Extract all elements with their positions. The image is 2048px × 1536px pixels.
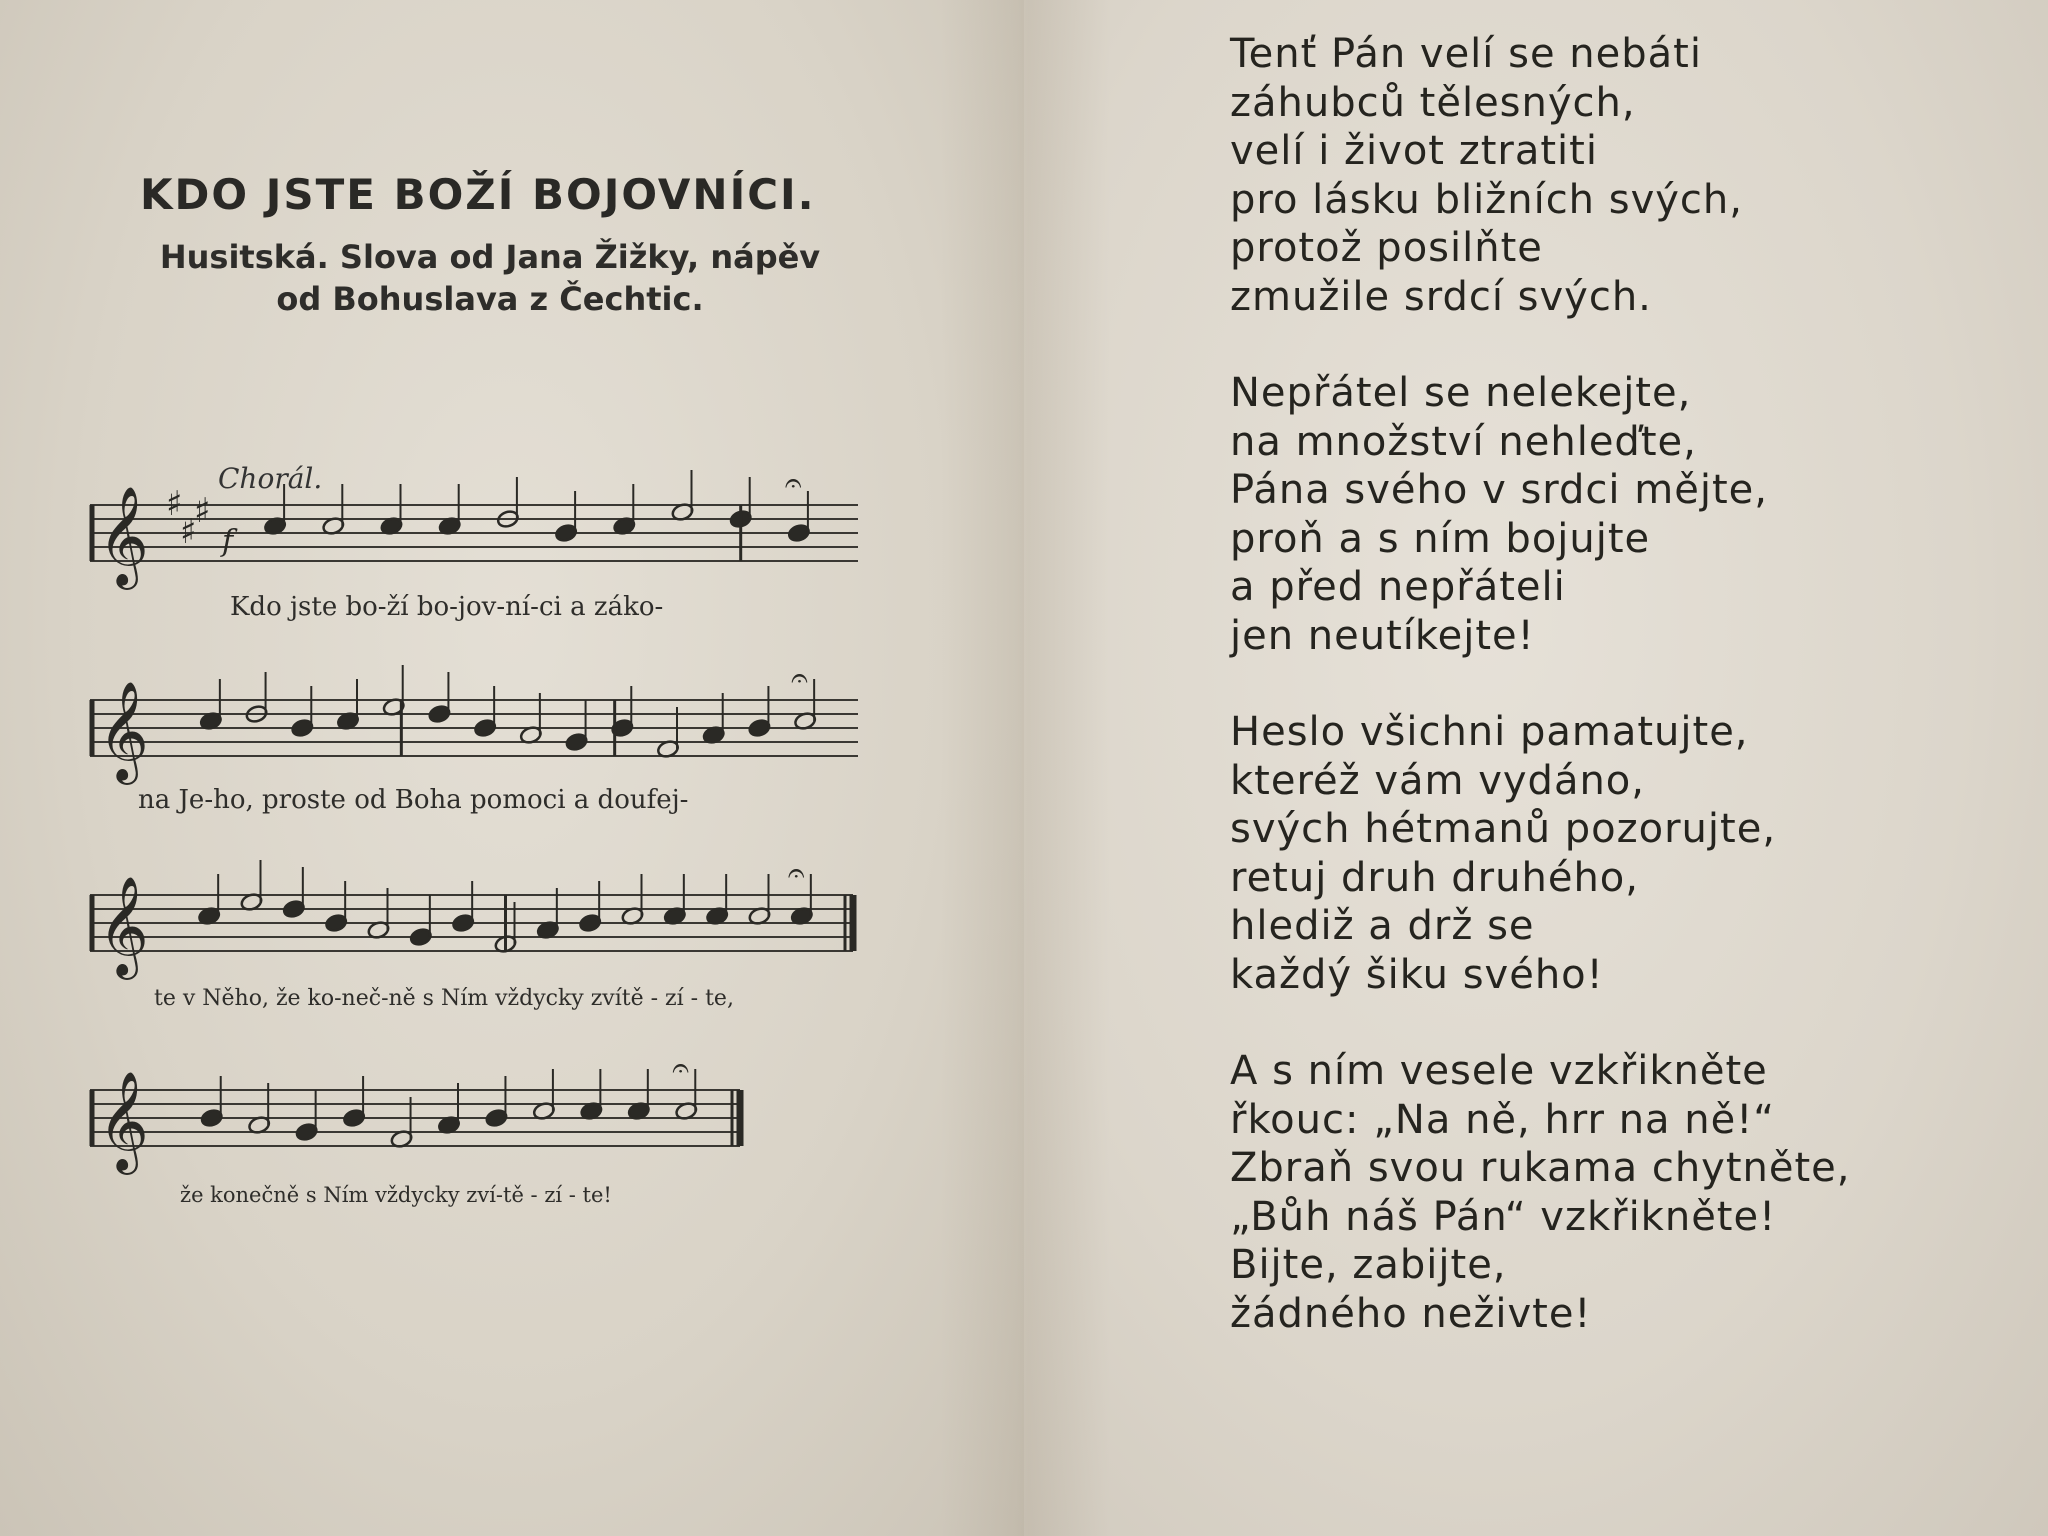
poem-line: na množství nehleďte, xyxy=(1230,418,1697,465)
poem-line: a před nepřáteli xyxy=(1230,564,1566,610)
poem-line: hlediž a drž se xyxy=(1230,903,1535,949)
poem-line: Bijte, zabijte, xyxy=(1230,1242,1507,1288)
subtitle-line: od Bohuslava z Čechtic. xyxy=(276,280,704,318)
poem-line: pro lásku bližních svých, xyxy=(1230,176,1743,223)
stanza-4 xyxy=(1230,1047,2030,1338)
poem-line: zmužile srdcí svých. xyxy=(1230,273,1652,320)
sharp-icon: ♯ xyxy=(194,491,211,531)
poem-line: „Bůh náš Pán“ vzkřikněte! xyxy=(1230,1193,1777,1240)
poem-line: kteréž vám vydáno, xyxy=(1230,757,1645,804)
poem-line: svých hétmanů pozorujte, xyxy=(1230,806,1777,852)
song-title: KDO JSTE BOŽÍ BOJOVNÍCI. xyxy=(140,170,816,219)
music-staff-1 xyxy=(88,460,868,622)
music-staff-4 xyxy=(88,1045,868,1207)
stanza-3 xyxy=(1230,708,2030,999)
poem xyxy=(1230,30,2030,1386)
staff-lines xyxy=(88,460,868,586)
poem-line: řkouc: „Na ně, hrr na ně!“ xyxy=(1230,1096,1776,1143)
stanza-2 xyxy=(1230,369,2030,660)
sharp-icon: ♯ xyxy=(180,512,197,552)
treble-clef-icon: 𝄞 xyxy=(98,876,149,976)
poem-line: jen neutíkejte! xyxy=(1230,612,1535,659)
poem-line: Zbraň svou rukama chytněte, xyxy=(1230,1145,1851,1191)
treble-clef-icon: 𝄞 xyxy=(98,486,149,586)
lyric-line-1: Kdo jste bo-ží bo-jov-ní-ci a záko- xyxy=(230,592,664,622)
stanza-1 xyxy=(1230,30,2030,321)
lyric-line-3: te v Něho, že ko-neč-ně s Ním vždycky zvítě - zí - te, xyxy=(154,986,734,1011)
staff-lines xyxy=(88,1045,868,1171)
tempo-marking: Chorál. xyxy=(218,462,323,495)
book-gutter xyxy=(940,0,1110,1536)
fermata-icon: 𝄐 xyxy=(672,1051,689,1086)
lyric-line-2: na Je-ho, proste od Boha pomoci a doufej- xyxy=(138,785,689,815)
poem-line: každý šiku svého! xyxy=(1230,951,1604,998)
poem-line: A s ním vesele vzkřikněte xyxy=(1230,1048,1768,1094)
fermata-icon: 𝄐 xyxy=(787,856,805,891)
poem-line: retuj druh druhého, xyxy=(1230,854,1639,901)
music-staff-2 xyxy=(88,655,868,815)
dynamic-marking: f xyxy=(222,524,234,559)
poem-line: Tenť Pán velí se nebáti xyxy=(1230,31,1702,77)
poem-line: Nepřátel se nelekejte, xyxy=(1230,370,1692,416)
fermata-icon: 𝄐 xyxy=(791,661,808,696)
music-staff-3 xyxy=(88,850,868,1011)
poem-line: Heslo všichni pamatujte, xyxy=(1230,709,1749,755)
song-subtitle xyxy=(100,236,880,320)
poem-line: velí i život ztratiti xyxy=(1230,128,1598,174)
poem-line: protož posilňte xyxy=(1230,225,1543,271)
poem-line: záhubců tělesných, xyxy=(1230,79,1636,126)
lyric-line-4: že konečně s Ním vždycky zví-tě - zí - te! xyxy=(180,1183,612,1207)
poem-line: Pána svého v srdci mějte, xyxy=(1230,467,1768,513)
poem-line: žádného neživte! xyxy=(1230,1290,1592,1337)
staff-lines xyxy=(88,655,868,781)
fermata-icon: 𝄐 xyxy=(784,466,802,501)
treble-clef-icon: 𝄞 xyxy=(98,1071,149,1171)
staff-lines xyxy=(88,850,868,976)
poem-line: proň a s ním bojujte xyxy=(1230,515,1651,562)
treble-clef-icon: 𝄞 xyxy=(98,681,149,781)
sharp-icon: ♯ xyxy=(166,484,183,524)
subtitle-line: Husitská. Slova od Jana Žižky, nápěv xyxy=(159,238,821,276)
